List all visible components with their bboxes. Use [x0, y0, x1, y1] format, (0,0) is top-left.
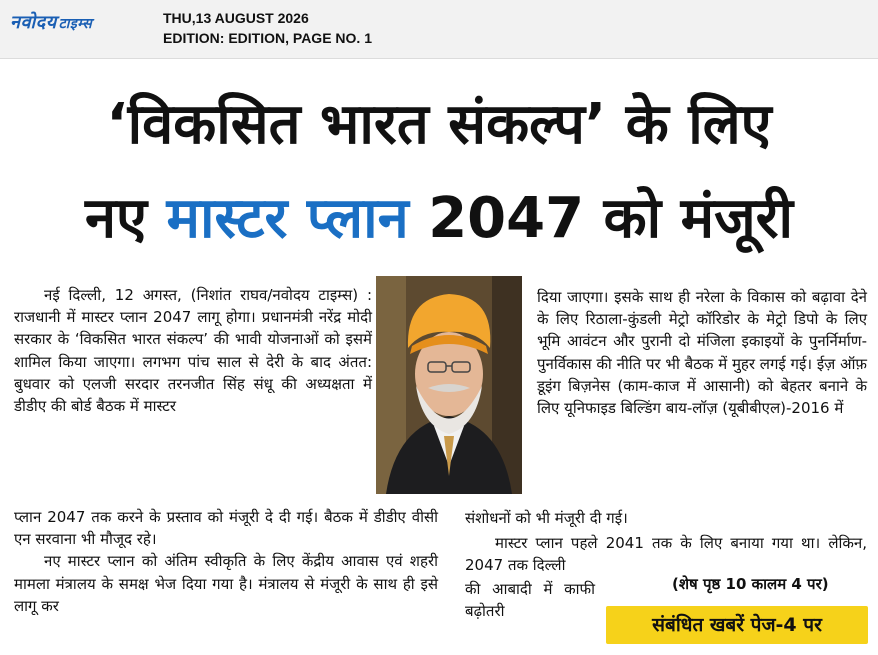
article-paragraph-cont: प्लान 2047 तक करने के प्रस्ताव को मंजूरी दे दी गई। बैठक में डीडीए वीसी एन सरवाना भी मौजूद रहे। [14, 508, 438, 549]
edition-meta [163, 8, 372, 48]
logo-text: नवोदय [10, 12, 57, 33]
article-paragraph: नई दिल्ली, 12 अगस्त, (निशांत राघव/नवोदय टाइम्स) : राजधानी में मास्टर प्लान 2047 लागू होगा। प्रधानमंत्री नरेंद्र मोदी सरकार के ‘विकसित भारत संकल्प’ की भावी योजनाओं को इसमें शामिल किया जाएगा। लगभग पांच साल से देरी के बाद अंतत: बुधवार को एलजी सरदार तरनजीत सिंह संधू की अध्यक्षता में डीडीए की बोर्ड बैठक में मास्टर [14, 286, 372, 416]
headline-highlight: मास्टर प्लान [166, 186, 409, 251]
article-paragraph-2: नए मास्टर प्लान को अंतिम स्वीकृति के लिए केंद्रीय आवास एवं शहरी मामला मंत्रालय के समक्ष भेज दिया गया है। मंत्रालय से मंजूरी के साथ ही इसे लागू कर [14, 552, 438, 615]
article-paragraph-right-cont: संशोधनों को भी मंजूरी दी गई। [465, 509, 628, 527]
masthead-bar [0, 0, 878, 59]
headline-suffix: 2047 को मंजूरी [408, 186, 794, 251]
article-paragraph-right-end: की आबादी में काफी बढ़ोतरी [465, 580, 595, 621]
article-column-right-end [465, 578, 595, 622]
edition-page: EDITION: EDITION, PAGE NO. 1 [163, 30, 372, 46]
article-column-left [14, 284, 372, 417]
headline-line-1: ‘विकसित भारत संकल्प’ के लिए [106, 92, 772, 157]
headline-prefix: नए [84, 186, 167, 251]
article-column-left-lower [14, 506, 438, 617]
article-column-right-mid [465, 507, 867, 529]
lg-portrait-photo [376, 276, 522, 494]
article-paragraph-right: दिया जाएगा। इसके साथ ही नरेला के विकास को बढ़ावा देने के लिए रिठाला-कुंडली मेट्रो कॉरिडोर के मेट्रो डिपो के लिए भूमि आवंटन और पुरानी दो मंजिला इकाइयों के पुनर्निर्माण-पुनर्विकास की नीति पर भी बैठक में मुहर लगई गई। ईज़ ऑफ़ डूइंग बिज़नेस (काम-काज में आसानी) को बेहतर बनाने के लिए यूनिफाइड बिल्डिंग बाय-लॉज़ (यूबीबीएल)-2016 में [537, 288, 867, 418]
article-column-right-lower [465, 532, 867, 576]
continued-note[interactable]: (शेष पृष्ठ 10 कालम 4 पर) [672, 575, 829, 593]
related-news-banner[interactable]: संबंधित खबरें पेज-4 पर [606, 606, 868, 644]
article-paragraph-right-2: मास्टर प्लान पहले 2041 तक के लिए बनाया गया था। लेकिन, 2047 तक दिल्ली [465, 534, 867, 575]
issue-date: THU,13 AUGUST 2026 [163, 10, 309, 26]
headline-line-2 [0, 186, 878, 252]
logo-subtext: टाइम्स [58, 16, 93, 32]
article-column-right [537, 286, 867, 419]
portrait-illustration [376, 276, 522, 494]
newspaper-logo[interactable] [10, 10, 92, 34]
